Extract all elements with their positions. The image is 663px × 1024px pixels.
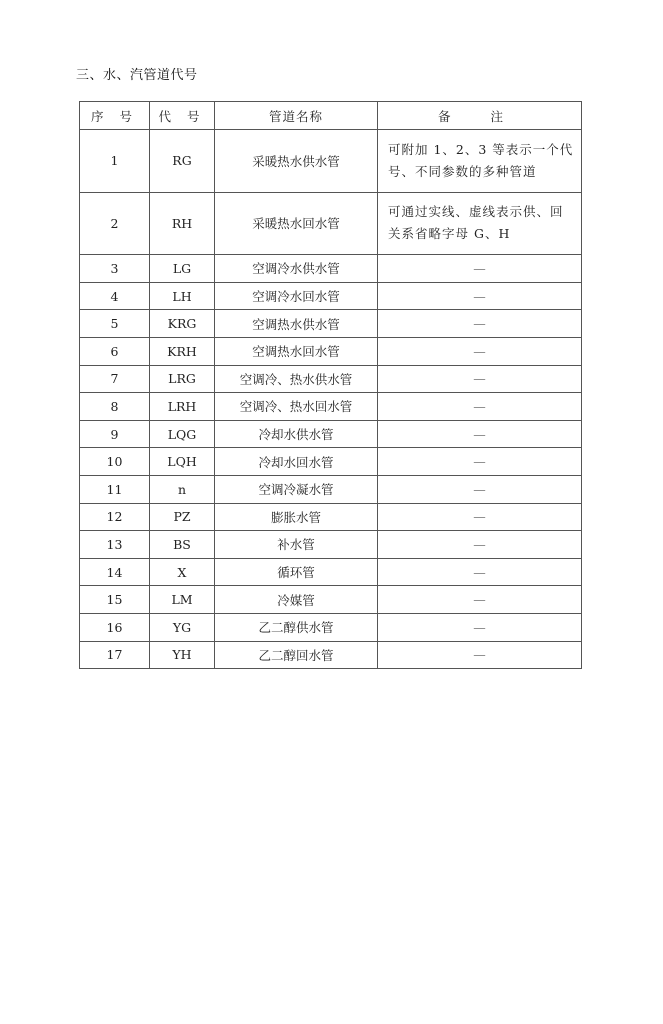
row-code: RG — [150, 130, 215, 193]
row-note: 可附加 1、2、3 等表示一个代号、不同参数的多种管道 — [378, 130, 582, 193]
row-number: 2 — [80, 192, 150, 255]
section-heading: 三、水、汽管道代号 — [76, 68, 198, 83]
table-row — [80, 641, 582, 669]
table-header-row — [80, 102, 582, 130]
row-number: 16 — [80, 613, 150, 641]
row-pipe-name: 空调冷、热水供水管 — [215, 365, 378, 393]
row-pipe-name: 冷却水回水管 — [215, 448, 378, 476]
row-code: RH — [150, 192, 215, 255]
table-row — [80, 475, 582, 503]
row-pipe-name: 乙二醇供水管 — [215, 613, 378, 641]
row-pipe-name: 膨胀水管 — [215, 503, 378, 531]
row-note: — — [378, 337, 582, 365]
row-code: X — [150, 558, 215, 586]
row-code: KRH — [150, 337, 215, 365]
row-number: 5 — [80, 310, 150, 338]
table-row — [80, 282, 582, 310]
row-number: 15 — [80, 586, 150, 614]
table-row — [80, 420, 582, 448]
table-row — [80, 310, 582, 338]
table-row — [80, 130, 582, 193]
row-number: 7 — [80, 365, 150, 393]
row-number: 1 — [80, 130, 150, 193]
row-number: 12 — [80, 503, 150, 531]
row-pipe-name: 空调热水回水管 — [215, 337, 378, 365]
row-note: — — [378, 282, 582, 310]
row-pipe-name: 采暖热水回水管 — [215, 192, 378, 255]
row-pipe-name: 空调冷、热水回水管 — [215, 393, 378, 421]
row-note: — — [378, 503, 582, 531]
row-code: LRG — [150, 365, 215, 393]
row-number: 8 — [80, 393, 150, 421]
row-note: — — [378, 475, 582, 503]
header-no: 序 号 — [80, 102, 150, 130]
table-row — [80, 586, 582, 614]
row-note: — — [378, 448, 582, 476]
row-note: — — [378, 558, 582, 586]
row-code: LG — [150, 255, 215, 283]
row-code: YG — [150, 613, 215, 641]
row-note: — — [378, 613, 582, 641]
row-code: LRH — [150, 393, 215, 421]
row-note: — — [378, 420, 582, 448]
row-number: 13 — [80, 531, 150, 559]
row-pipe-name: 冷却水供水管 — [215, 420, 378, 448]
row-pipe-name: 采暖热水供水管 — [215, 130, 378, 193]
table-row — [80, 255, 582, 283]
row-pipe-name: 乙二醇回水管 — [215, 641, 378, 669]
row-code: LQG — [150, 420, 215, 448]
row-number: 6 — [80, 337, 150, 365]
row-pipe-name: 空调热水供水管 — [215, 310, 378, 338]
row-note: — — [378, 531, 582, 559]
row-number: 9 — [80, 420, 150, 448]
row-note: — — [378, 641, 582, 669]
table-row — [80, 448, 582, 476]
row-note: — — [378, 365, 582, 393]
header-note: 备 注 — [378, 102, 582, 130]
row-note: — — [378, 586, 582, 614]
row-code: KRG — [150, 310, 215, 338]
header-name: 管道名称 — [215, 102, 378, 130]
table-row — [80, 337, 582, 365]
table-row — [80, 393, 582, 421]
row-note: — — [378, 310, 582, 338]
row-number: 4 — [80, 282, 150, 310]
row-code: LH — [150, 282, 215, 310]
row-number: 3 — [80, 255, 150, 283]
row-number: 17 — [80, 641, 150, 669]
row-number: 11 — [80, 475, 150, 503]
row-pipe-name: 补水管 — [215, 531, 378, 559]
row-number: 10 — [80, 448, 150, 476]
row-code: LQH — [150, 448, 215, 476]
row-code: n — [150, 475, 215, 503]
header-code: 代 号 — [150, 102, 215, 130]
row-pipe-name: 冷媒管 — [215, 586, 378, 614]
table-row — [80, 531, 582, 559]
row-pipe-name: 空调冷水回水管 — [215, 282, 378, 310]
row-note: — — [378, 393, 582, 421]
row-pipe-name: 空调冷凝水管 — [215, 475, 378, 503]
row-code: PZ — [150, 503, 215, 531]
row-code: LM — [150, 586, 215, 614]
row-note: 可通过实线、虚线表示供、回关系省略字母 G、H — [378, 192, 582, 255]
table-row — [80, 613, 582, 641]
row-pipe-name: 空调冷水供水管 — [215, 255, 378, 283]
row-pipe-name: 循环管 — [215, 558, 378, 586]
row-code: BS — [150, 531, 215, 559]
table-row — [80, 365, 582, 393]
table-row — [80, 558, 582, 586]
row-code: YH — [150, 641, 215, 669]
table-row — [80, 503, 582, 531]
pipe-code-table — [79, 101, 582, 669]
table-row — [80, 192, 582, 255]
row-note: — — [378, 255, 582, 283]
row-number: 14 — [80, 558, 150, 586]
